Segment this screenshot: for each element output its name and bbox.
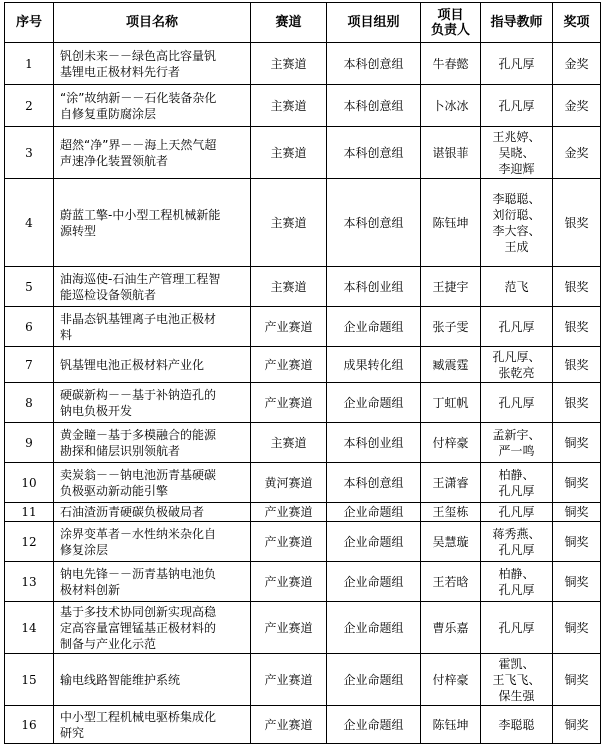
- cell-no: 2: [5, 85, 54, 127]
- cell-leader: 陈钰坤: [421, 706, 481, 744]
- table-row: [5, 179, 601, 267]
- cell-teacher: 孔凡厚: [481, 43, 553, 85]
- table-row: [5, 706, 601, 744]
- cell-award: 铜奖: [553, 602, 601, 654]
- cell-no: 5: [5, 267, 54, 307]
- cell-leader: 吴慧璇: [421, 522, 481, 562]
- header-cell: 指导教师: [481, 3, 553, 43]
- cell-group: 本科创业组: [327, 267, 421, 307]
- cell-leader: 付梓豪: [421, 423, 481, 463]
- cell-name: 硬碳新构－－基于补钠造孔的 钠电负极开发: [54, 383, 251, 423]
- cell-teacher: 蒋秀燕、 孔凡厚: [481, 522, 553, 562]
- cell-group: 企业命题组: [327, 706, 421, 744]
- cell-name: 非晶态钒基锂离子电池正极材 料: [54, 307, 251, 347]
- cell-no: 13: [5, 562, 54, 602]
- cell-teacher: 柏静、 孔凡厚: [481, 562, 553, 602]
- cell-track: 产业赛道: [251, 602, 327, 654]
- table-row: [5, 423, 601, 463]
- cell-name: “涂”故纳新－－石化装备杂化 自修复重防腐涂层: [54, 85, 251, 127]
- cell-teacher: 孔凡厚: [481, 602, 553, 654]
- cell-group: 本科创意组: [327, 43, 421, 85]
- cell-leader: 卜冰冰: [421, 85, 481, 127]
- header-cell: 项目组别: [327, 3, 421, 43]
- table-row: [5, 602, 601, 654]
- cell-group: 企业命题组: [327, 654, 421, 706]
- cell-group: 企业命题组: [327, 602, 421, 654]
- cell-track: 产业赛道: [251, 654, 327, 706]
- cell-no: 10: [5, 463, 54, 503]
- cell-track: 产业赛道: [251, 383, 327, 423]
- header-cell: 赛道: [251, 3, 327, 43]
- table-row: [5, 562, 601, 602]
- cell-no: 3: [5, 127, 54, 179]
- cell-leader: 张子雯: [421, 307, 481, 347]
- cell-name: 输电线路智能维护系统: [54, 654, 251, 706]
- cell-group: 企业命题组: [327, 562, 421, 602]
- cell-teacher: 孔凡厚: [481, 85, 553, 127]
- cell-leader: 牛春懿: [421, 43, 481, 85]
- table-row: [5, 347, 601, 383]
- cell-name: 卖炭翁－－钠电池沥青基硬碳 负极驱动新动能引擎: [54, 463, 251, 503]
- cell-group: 企业命题组: [327, 522, 421, 562]
- cell-award: 银奖: [553, 347, 601, 383]
- cell-track: 主赛道: [251, 127, 327, 179]
- cell-no: 6: [5, 307, 54, 347]
- cell-no: 15: [5, 654, 54, 706]
- cell-leader: 臧震霆: [421, 347, 481, 383]
- cell-award: 金奖: [553, 43, 601, 85]
- cell-award: 铜奖: [553, 706, 601, 744]
- cell-award: 铜奖: [553, 562, 601, 602]
- table-row: [5, 522, 601, 562]
- table-body: [5, 43, 601, 744]
- cell-leader: 谌银菲: [421, 127, 481, 179]
- cell-teacher: 柏静、 孔凡厚: [481, 463, 553, 503]
- cell-track: 产业赛道: [251, 522, 327, 562]
- cell-teacher: 孔凡厚、 张乾亮: [481, 347, 553, 383]
- cell-teacher: 李聪聪: [481, 706, 553, 744]
- cell-no: 4: [5, 179, 54, 267]
- cell-track: 黄河赛道: [251, 463, 327, 503]
- cell-track: 主赛道: [251, 179, 327, 267]
- cell-group: 本科创意组: [327, 179, 421, 267]
- cell-group: 本科创意组: [327, 463, 421, 503]
- cell-track: 主赛道: [251, 43, 327, 85]
- cell-teacher: 范飞: [481, 267, 553, 307]
- cell-teacher: 霍凯、 王飞飞、 保生强: [481, 654, 553, 706]
- cell-no: 11: [5, 503, 54, 522]
- cell-track: 主赛道: [251, 267, 327, 307]
- header-row: [5, 3, 601, 43]
- cell-award: 金奖: [553, 85, 601, 127]
- table-row: [5, 307, 601, 347]
- cell-award: 铜奖: [553, 463, 601, 503]
- cell-name: 钒基锂电池正极材料产业化: [54, 347, 251, 383]
- cell-name: 钒创未来－－绿色高比容量钒 基锂电正极材料先行者: [54, 43, 251, 85]
- table-row: [5, 43, 601, 85]
- cell-no: 8: [5, 383, 54, 423]
- award-table: [4, 2, 601, 744]
- cell-no: 16: [5, 706, 54, 744]
- cell-group: 成果转化组: [327, 347, 421, 383]
- table-row: [5, 383, 601, 423]
- cell-leader: 陈钰坤: [421, 179, 481, 267]
- cell-award: 银奖: [553, 307, 601, 347]
- cell-name: 黄金瞳－基于多模融合的能源 勘探和储层识别领航者: [54, 423, 251, 463]
- cell-track: 主赛道: [251, 85, 327, 127]
- cell-track: 产业赛道: [251, 503, 327, 522]
- cell-name: 中小型工程机械电驱桥集成化 研究: [54, 706, 251, 744]
- table-row: [5, 463, 601, 503]
- cell-award: 银奖: [553, 383, 601, 423]
- cell-name: 基于多技术协同创新实现高稳 定高容量富锂锰基正极材料的 制备与产业化示范: [54, 602, 251, 654]
- cell-leader: 王捷宇: [421, 267, 481, 307]
- cell-group: 本科创意组: [327, 85, 421, 127]
- table-row: [5, 503, 601, 522]
- header-cell: 奖项: [553, 3, 601, 43]
- cell-teacher: 王兆婷、 吴晓、 李迎辉: [481, 127, 553, 179]
- cell-name: 钠电先锋－－沥青基钠电池负 极材料创新: [54, 562, 251, 602]
- cell-track: 产业赛道: [251, 562, 327, 602]
- table-row: [5, 85, 601, 127]
- cell-award: 金奖: [553, 127, 601, 179]
- cell-track: 产业赛道: [251, 347, 327, 383]
- cell-award: 银奖: [553, 179, 601, 267]
- cell-no: 14: [5, 602, 54, 654]
- cell-no: 12: [5, 522, 54, 562]
- header-cell: 项目名称: [54, 3, 251, 43]
- cell-leader: 王玺栋: [421, 503, 481, 522]
- cell-name: 油海巡使-石油生产管理工程智 能巡检设备领航者: [54, 267, 251, 307]
- cell-group: 企业命题组: [327, 307, 421, 347]
- table-row: [5, 267, 601, 307]
- cell-name: 石油渣沥青硬碳负极破局者: [54, 503, 251, 522]
- header-cell: 项目 负责人: [421, 3, 481, 43]
- cell-group: 企业命题组: [327, 503, 421, 522]
- cell-track: 主赛道: [251, 423, 327, 463]
- cell-award: 铜奖: [553, 654, 601, 706]
- cell-award: 铜奖: [553, 423, 601, 463]
- cell-award: 铜奖: [553, 522, 601, 562]
- cell-no: 9: [5, 423, 54, 463]
- cell-leader: 王若晗: [421, 562, 481, 602]
- cell-track: 产业赛道: [251, 706, 327, 744]
- cell-teacher: 孔凡厚: [481, 383, 553, 423]
- cell-award: 银奖: [553, 267, 601, 307]
- table-row: [5, 127, 601, 179]
- cell-leader: 付梓豪: [421, 654, 481, 706]
- header-cell: 序号: [5, 3, 54, 43]
- cell-group: 本科创业组: [327, 423, 421, 463]
- cell-leader: 王潇睿: [421, 463, 481, 503]
- cell-teacher: 孔凡厚: [481, 503, 553, 522]
- cell-teacher: 孔凡厚: [481, 307, 553, 347]
- cell-name: 涂界变革者－水性纳米杂化自 修复涂层: [54, 522, 251, 562]
- cell-leader: 曹乐嘉: [421, 602, 481, 654]
- cell-name: 超然“净”界－－海上天然气超 声速净化装置领航者: [54, 127, 251, 179]
- cell-award: 铜奖: [553, 503, 601, 522]
- cell-teacher: 李聪聪、 刘衍聪、 李大容、 王成: [481, 179, 553, 267]
- cell-no: 1: [5, 43, 54, 85]
- cell-no: 7: [5, 347, 54, 383]
- cell-teacher: 孟新宇、 严一鸣: [481, 423, 553, 463]
- cell-group: 企业命题组: [327, 383, 421, 423]
- cell-track: 产业赛道: [251, 307, 327, 347]
- cell-name: 蔚蓝工擎-中小型工程机械新能 源转型: [54, 179, 251, 267]
- cell-group: 本科创意组: [327, 127, 421, 179]
- table-row: [5, 654, 601, 706]
- cell-leader: 丁虹帆: [421, 383, 481, 423]
